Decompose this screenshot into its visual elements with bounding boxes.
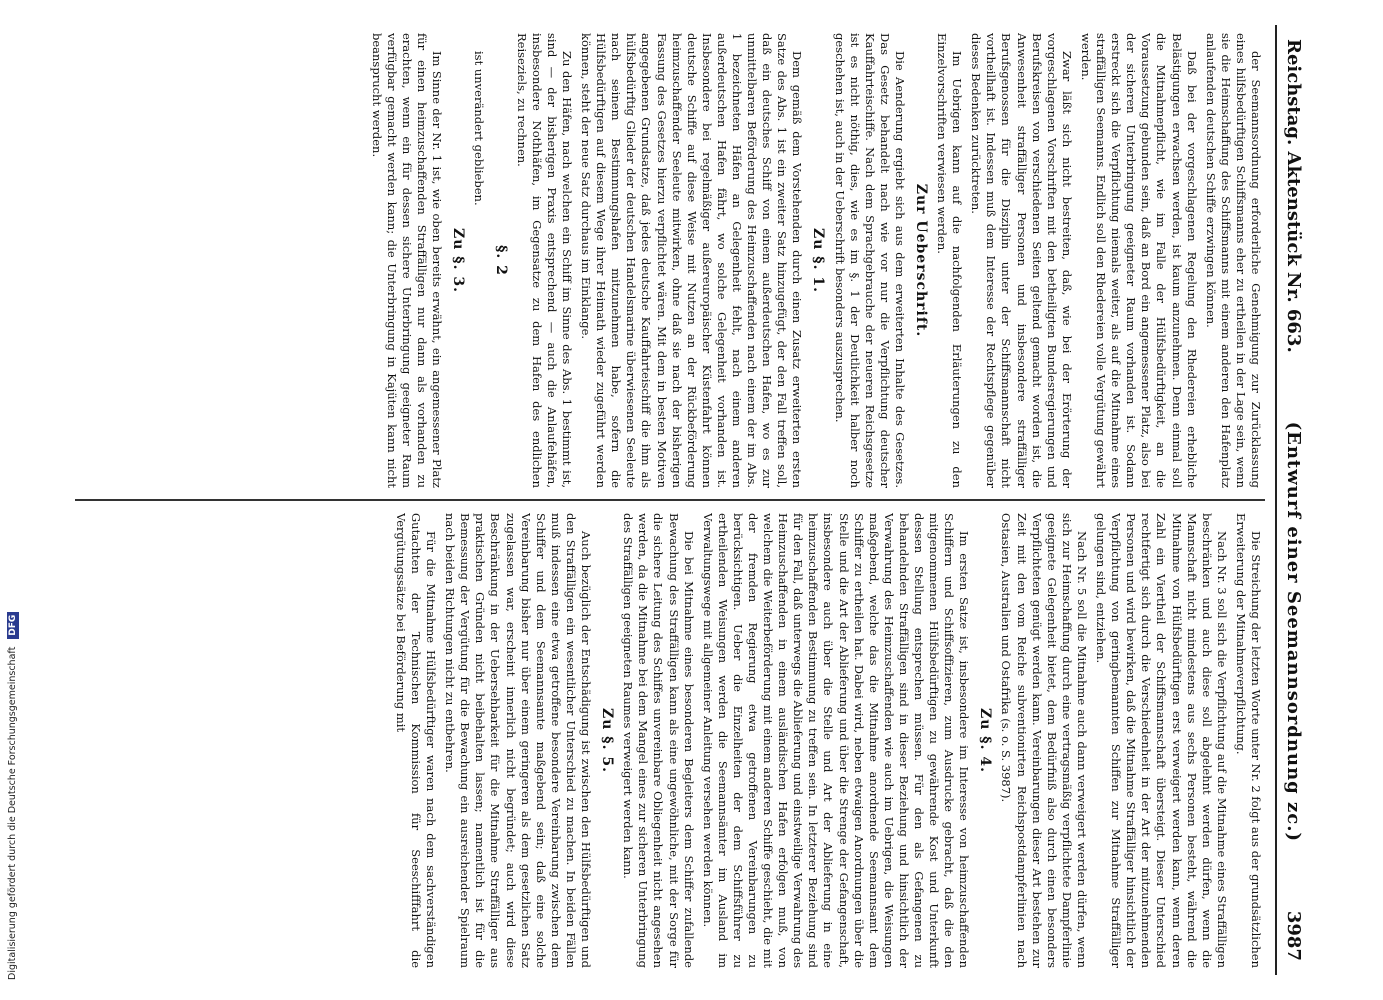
header-left: Reichstag. Aktenstück Nr. 663. (1283, 39, 1305, 353)
paragraph: Die Aenderung ergiebt sich aus dem erweiterten Inhalte des Gesetzes. Das Gesetz behandelt nach wie vor nur die Verpflichtung deutscher Kauffahrteischiffe. Nach dem Sprachgebrauche der neueren Reichsgesetze ist es nicht nöthig, dies, wie es im §. 1 der Deutlichkeit halber noch geschehen ist, auch in der Ueberschrift besonders auszusprechen. (832, 33, 907, 488)
paragraph: Dem gemäß dem Vorstehenden durch einen Zusatz erweiterten ersten Satze des Abs. 1 ist ein zweiter Satz hinzugefügt, der den Fall treffen soll, daß ein deutsches Schiff von einem außerdeutschen Hafen, wo es zur unmittelbaren Beförderung des Heimzuschaffenden nach einem der im Abs. 1 bezeichneten Häfen an Gelegenheit fehlt, nach einem anderen außerdeutschen Hafen fährt, wo solche Gelegenheit vorhanden ist. Insbesondere bei regelmäßiger außereuropäischer Küstenfahrt können deutsche Schiffe auf diese Weise mit Nutzen an der Rückbeförderung heimzuschaffender Seeleute mitwirken, ohne daß sie nach der bisherigen Fassung des Gesetzes hierzu verpflichtet wären. Mit dem in besten Motiven angegebenen Grundsatze, daß jedes deutsche Kauffahrteischiff die ihm als hülfsbedürftig Glieder der deutschen Handelsmarine überwiesenen Seeleute nach seinem Bestimmungshafen mitzunehmen habe, sofern die Hülfsbedürftigen auf diesem Wege ihrer Heimath wieder zugeführt werden können, steht der neue Satz durchaus im Einklange. (579, 33, 805, 488)
paragraph: Im Uebrigen kann auf die nachfolgenden Erläuterungen zu den Einzelvorschriften verwiesen werden. (935, 33, 965, 488)
section-heading: Zu §. 5. (599, 708, 616, 773)
column-divider (75, 499, 1265, 501)
paragraph: Nach Nr. 5 soll die Mitnahme auch dann verweigert werden dürfen, wenn sich zur Heimschaffung durch eine vertragsmäßig verpflichtete Dampferlinie geeignete Gelegenheit bietet, dem Bedürfniß also durch einen besonders Verpflichteten genügt werden kann. Vereinbarungen dieser Art bestehen zur Zeit mit den vom Reiche subventionirten Reichspostdampferlinien nach Ostasien, Australien und Ostafrika (s. o. S. 3987). (999, 513, 1089, 968)
paragraph: ist unverändert geblieben. (472, 51, 487, 206)
paragraph: Die bei Mitnahme eines besonderen Begleiters dem Schiffer zufallende Bewachung des Straffälligen kann als eine ungewöhnliche, mit der Sorge für die sichere Leitung des Schiffes unvereinbare Obliegenheit nicht angesehen werden, da die Mitnahme bei dem Mangel eines zur sicheren Unterbringung des Straffälligen geeigneten Raumes verweigert werden kann. (621, 513, 696, 968)
page-header (1275, 25, 1311, 975)
paragraph: Nach Nr. 3 soll sich die Verpflichtung auf die Mitnahme eines Straffälligen beschränken und auch diese soll abgelehnt werden dürfen, wenn die Mannschaft nicht mindestens aus sechs Personen besteht, während die Mitnahme von Hülfsbedürftigen erst verweigert werden kann, wenn deren Zahl ein Viertheil der Schiffsmannschaft übersteigt. Dieser Unterschied rechtfertigt sich durch die Verschiedenheit in der Art der mitzunehmenden Personen und wird bewirken, daß die Mitnahme Straffälliger hinsichtlich der Verpflichtung von geringbemannten Schiffen zur Mitnahme Straffälliger gelungen sind, entziehen. (1094, 513, 1229, 968)
section-heading: Zu §. 1. (810, 228, 827, 293)
paragraph: Zu den Häfen, nach welchen ein Schiff im Sinne des Abs. 1 bestimmt ist, sind — der bisherigen Praxis entsprechend — auch die Anlaufehäfen, insbesondere Nothhäfen, im Gegensatze zu dem Hafen des endlichen Reiseziels, zu rechnen. (514, 33, 574, 488)
paragraph: Auch bezüglich der Entschädigung ist zwischen den Hülfsbedürftigen und den Straffälligen ein wesentlicher Unterschied zu machen. In beiden Fällen muß indessen eine etwa getroffene besondere Vereinbarung zwischen dem Schiffer und dem Seemannsamte maßgebend sein; daß eine solche Vereinbarung bisher nur über einem geringeren als dem gesetzlichen Satz zugelassen war, erscheint innerlich nicht begründet; auch wird diese Beschränkung in der Uebersehbarkeit für die Mitnahme Straffälliger aus praktischen Gründen nicht beibehalten lassen; namentlich ist für die Bemessung der Vergütung für die Bewachung ein ausreichender Spielraum nach beiden Richtungen nicht zu entbehren. (443, 513, 594, 968)
section-heading: Zu §. 3. (450, 228, 467, 293)
paragraph: Zwar läßt sich nicht bestreiten, daß, wie bei der Erörterung der vorgeschlagenen Vorschriften mit den betheiligten Bundesregierungen und Berufskreisen von verschiedenen Seiten geltend gemacht worden ist, die Anwesenheit straffälliger Personen und insbesondere straffälliger Berufsgenossen für die Disziplin unter der Schiffsmannschaft nicht vortheilhaft ist. Indessen muß dem Interesse der Rechtspflege gegenüber dieses Bedenken zurücktreten. (969, 33, 1074, 488)
paragraph: Daß bei der vorgeschlagenen Regelung den Rhedereien erhebliche Belästigungen erwachsen werden, ist kaum anzunehmen. Denn einmal soll die Mitnahmepflicht, wie im Falle der Hülfsbedürftigkeit, an die Voraussetzung gebunden sein, daß an Bord ein angemessener Platz, also bei der sicheren Unterbringung geeigneter Raum vorhanden ist. Sodann erstreckt sich die Verpflichtung niemals weiter, als auf die Mitnahme eines straffälligen Seemanns. Endlich soll den Rhedereien volle Vergütung gewährt werden. (1078, 33, 1199, 488)
paragraph: Für die Mitnahme Hülfsbedürftiger waren nach dem sachverständigen Gutachten der Technischen Kommission für Seeschifffahrt die Vergütungssätze bei Beförderung mit (393, 513, 439, 968)
paragraph: Im Sinne der Nr. 1 ist, wie oben bereits erwähnt, ein angemessener Platz für einen heimzuschaffenden Straffälligen nur dann als vorhanden zu erachten, wenn ein für dessen sichere Unterbringung geeigneter Raum verfügbar gemacht werden kann; die Unterbringung in Kajüten kann nicht beansprucht werden. (369, 33, 445, 488)
digitization-credit (6, 20, 20, 980)
paragraph: der Seemannsordnung erforderliche Genehmigung zur Zurücklassung eines hilfsbedürftigen Schiffsmanns eher zu ertheilen in der Lage sein, wenn sie die Heimschaffung des Schiffsmanns mit einem anderen den Hafenplatz anlaufenden deutschen Schiffe erzwingen können. (1203, 33, 1263, 488)
right-text-column (83, 513, 1263, 968)
dfg-logo-icon: DFG (7, 612, 19, 639)
credit-text: Digitalisierung gefördert durch die Deutsche Forschungsgemeinschaft (7, 646, 18, 980)
header-center: (Entwurf einer Seemannsordnung zc.) (1283, 421, 1305, 842)
section-heading: §. 2 (492, 245, 509, 276)
paragraph: Im ersten Satze ist, insbesondere im Interesse von heimzuschaffenden Schiffern und Schiffsoffizieren, zum Ausdrucke gebracht, daß die den mitgenommenen Hülfsbedürftigen zu gewährende Kost und Unterkunft dessen Stellung entsprechen müssen. Für den als Gefangenen zu behandelnden Straffälligen sind in dieser Beziehung und hinsichtlich der Verwahrung des Heimzuschaffenden wie auch im Uebrigen, die Weisungen maßgebend, welche das die Mitnahme anordnende Seemannsamt dem Schiffer zu ertheilen hat. Dabei wird, neben etwaigen Anordnungen über die Stelle und die Art der Ablieferung und über die Strenge der Gefangenschaft, insbesondere auch über die Stelle und Art der Ablieferung in eine heimzuschaffenden Bestimmung zu treffen sein. In letzterer Beziehung sind für den Fall, daß unterwegs die Ablieferung und einstweilige Verwahrung des Heimzuschaffenden in einem ausländischen Hafen erfolgen muß, von welchem die Weiterbeförderung mit einem anderen Schiffe geschieht, die mit der fremden Regierung etwa getroffenen Vereinbarungen zu berücksichtigen. Ueber die Einzelheiten der dem Schiffsführer zu ertheilenden Weisungen werden die Seemannsämter im Ausland im Verwaltungswege mit allgemeiner Anleitung versehen werden können. (700, 513, 972, 968)
rotated-document-page (61, 25, 1311, 975)
section-heading: Zur Ueberschrift. (913, 183, 930, 338)
left-text-column (83, 33, 1263, 488)
page-number: 3987 (1283, 910, 1305, 961)
paragraph: Die Streichung der letzten Worte unter Nr. 2 folgt aus der grundsätzlichen Erweiterung der Mitnahmeverpflichtung. (1233, 513, 1263, 968)
section-heading: Zu §. 4. (977, 708, 994, 773)
